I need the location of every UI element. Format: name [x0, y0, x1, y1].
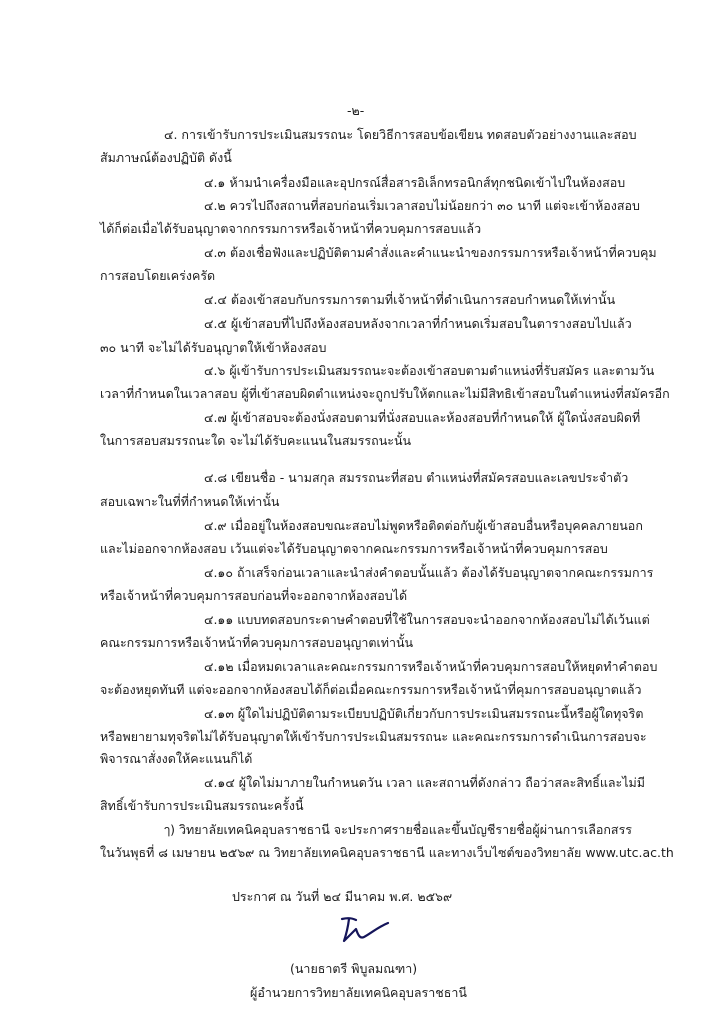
item-4-10-line1: ๔.๑๐ ถ้าเสร็จก่อนเวลาและนำส่งคำตอบนั้นแล้ว ต้องได้รับอนุญาตจากคณะกรรมการ [204, 565, 654, 580]
item-4-7-line2: ในการสอบสมรรถนะใด จะไม่ได้รับคะแนนในสมรรถนะนั้น [100, 433, 412, 448]
signature [332, 913, 392, 949]
item-4-10-line2: หรือเจ้าหน้าที่ควบคุมการสอบก่อนที่จะออกจากห้องสอบได้ [100, 588, 408, 603]
item-4-11-line1: ๔.๑๑ แบบทดสอบกระดาษคำตอบที่ใช้ในการสอบจะนำออกจากห้องสอบไม่ได้เว้นแต่ [204, 612, 650, 627]
item-4-3-line1: ๔.๓ ต้องเชื่อฟังและปฏิบัติตามคำสั่งและคำแนะนำของกรรมการหรือเจ้าหน้าที่ควบคุม [204, 245, 657, 260]
item-4-14-line2: สิทธิ์เข้ารับการประเมินสมรรถนะครั้งนี้ [100, 798, 304, 813]
item-4-14-line1: ๔.๑๔ ผู้ใดไม่มาภายในกำหนดวัน เวลา และสถานที่ดังกล่าว ถือว่าสละสิทธิ์และไม่มี [204, 775, 646, 790]
item-4-2-line1: ๔.๒ ควรไปถึงสถานที่สอบก่อนเริ่มเวลาสอบไม่น้อยกว่า ๓๐ นาที แต่จะเข้าห้องสอบ [204, 198, 640, 213]
item-4-1: ๔.๑ ห้ามนำเครื่องมือและอุปกรณ์สื่อสารอิเล็กทรอนิกส์ทุกชนิดเข้าไปในห้องสอบ [204, 175, 626, 190]
item-4-8-line2: สอบเฉพาะในที่ที่กำหนดให้เท่านั้น [100, 494, 280, 509]
item-4-13-line1: ๔.๑๓ ผู้ใดไม่ปฏิบัติตามระเบียบปฏิบัติเกี่ยวกับการประเมินสมรรถนะนี้หรือผู้ใดทุจริต [204, 706, 644, 721]
item-4-12-line1: ๔.๑๒ เมื่อหมดเวลาและคณะกรรมการหรือเจ้าหน้าที่ควบคุมการสอบให้หยุดทำคำตอบ [204, 659, 658, 674]
item-4-8-line1: ๔.๘ เขียนชื่อ - นามสกุล สมรรถนะที่สอบ ตำแหน่งที่สมัครสอบและเลขประจำตัว [204, 470, 629, 485]
item-4-6-line2: เวลาที่กำหนดในเวลาสอบ ผู้ที่เข้าสอบผิดตำแหน่งจะถูกปรับให้ตกและไม่มีสิทธิเข้าสอบในตำแหน่งที่สมัครอีก [100, 386, 670, 401]
item-4-9-line1: ๔.๙ เมื่ออยู่ในห้องสอบขณะสอบไม่พูดหรือติดต่อกับผู้เข้าสอบอื่นหรือบุคคลภายนอก [204, 518, 643, 533]
item-4-13-line2: หรือพยายามทุจริตไม่ได้รับอนุญาตให้เข้ารับการประเมินสมรรถนะ และคณะกรรมการดำเนินการสอบจะ [100, 729, 647, 744]
announcement-date: ประกาศ ณ วันที่ ๒๔ มีนาคม พ.ศ. ๒๕๖๙ [232, 889, 453, 904]
item-4-3-line2: การสอบโดยเคร่งครัด [100, 268, 216, 283]
item-4-11-line2: คณะกรรมการหรือเจ้าหน้าที่ควบคุมการสอบอนุญาตเท่านั้น [100, 635, 414, 650]
item-4-9-line2: และไม่ออกจากห้องสอบ เว้นแต่จะได้รับอนุญาตจากคณะกรรมการหรือเจ้าหน้าที่ควบคุมการสอบ [100, 541, 608, 556]
item-4-5-line1: ๔.๕ ผู้เข้าสอบที่ไปถึงห้องสอบหลังจากเวลาที่กำหนดเริ่มสอบในตารางสอบไปแล้ว [204, 316, 632, 331]
page-number: -๒- [347, 103, 365, 118]
signatory-name: (นายธาตรี พิบูลมณฑา) [290, 961, 418, 976]
section5-line2: ในวันพุธที่ ๘ เมษายน ๒๕๖๙ ณ วิทยาลัยเทคนิคอุบลราชธานี และทางเว็บไซต์ของวิทยาลัย www.utc.ac.th [100, 845, 674, 860]
signatory-position: ผู้อำนวยการวิทยาลัยเทคนิคอุบลราชธานี [250, 985, 467, 1000]
section4-intro-line1: ๔. การเข้ารับการประเมินสมรรถนะ โดยวิธีการสอบข้อเขียน ทดสอบตัวอย่างงานและสอบ [164, 127, 637, 142]
item-4-13-line3: พิจารณาสั่งงดให้คะแนนก็ได้ [100, 751, 253, 766]
item-4-12-line2: จะต้องหยุดทันที แต่จะออกจากห้องสอบได้ก็ต่อเมื่อคณะกรรมการหรือเจ้าหน้าที่คุมการสอบอนุญาตแล้ว [100, 682, 642, 697]
item-4-6-line1: ๔.๖ ผู้เข้ารับการประเมินสมรรถนะจะต้องเข้าสอบตามตำแหน่งที่รับสมัคร และตามวัน [204, 363, 655, 378]
section4-intro-line2: สัมภาษณ์ต้องปฏิบัติ ดังนี้ [100, 150, 232, 165]
section5-line1: ๅ) วิทยาลัยเทคนิคอุบลราชธานี จะประกาศรายชื่อและขึ้นบัญชีรายชื่อผู้ผ่านการเลือกสรร [164, 822, 632, 837]
item-4-7-line1: ๔.๗ ผู้เข้าสอบจะต้องนั่งสอบตามที่นั่งสอบและห้องสอบที่กำหนดให้ ผู้ใดนั่งสอบผิดที่ [204, 410, 641, 425]
item-4-2-line2: ได้ก็ต่อเมื่อได้รับอนุญาตจากกรรมการหรือเจ้าหน้าที่ควบคุมการสอบแล้ว [100, 221, 482, 236]
item-4-5-line2: ๓๐ นาที จะไม่ได้รับอนุญาตให้เข้าห้องสอบ [100, 340, 327, 355]
item-4-4: ๔.๔ ต้องเข้าสอบกับกรรมการตามที่เจ้าหน้าที่ดำเนินการสอบกำหนดให้เท่านั้น [204, 292, 616, 307]
